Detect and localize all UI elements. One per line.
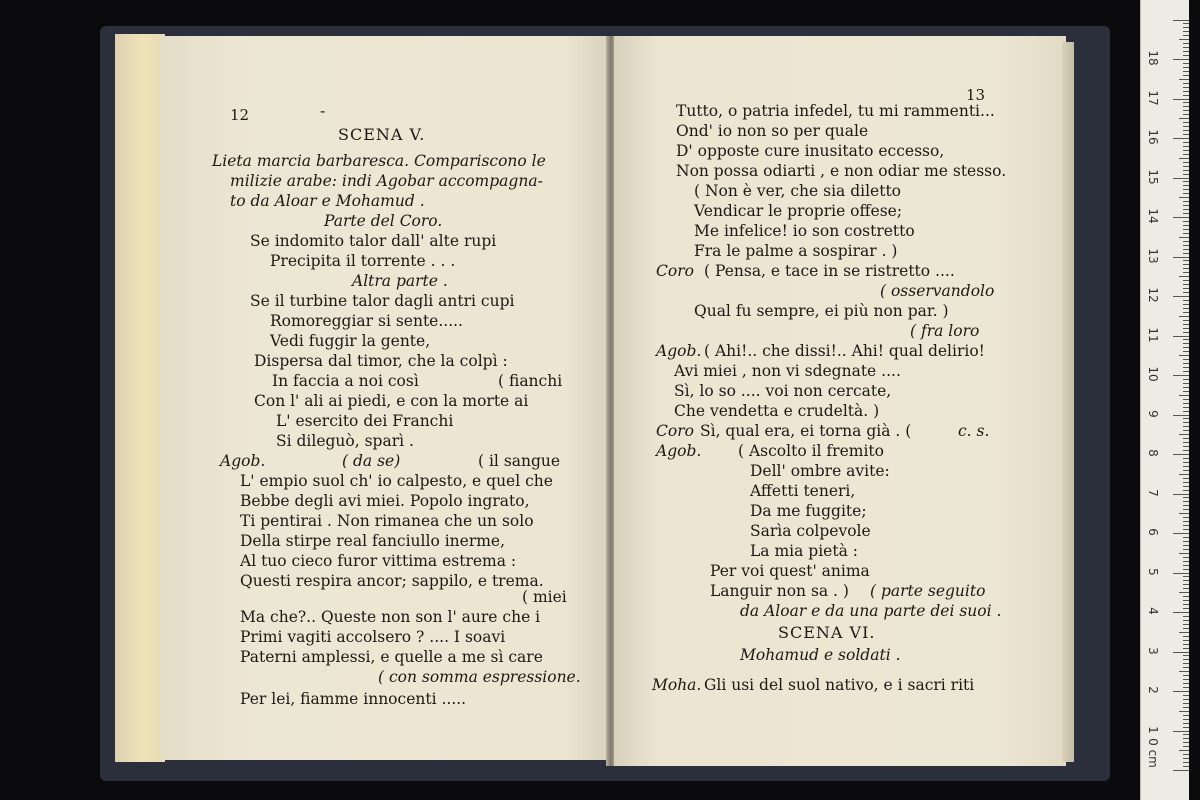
text-line: Da me fuggite; [750,502,867,520]
text-line: Avi miei , non vi sdegnate .... [674,362,901,380]
ruler-tick [1183,462,1189,463]
ruler-tick [1183,264,1189,265]
ruler-tick [1183,174,1189,175]
ruler-tick [1183,245,1189,246]
ruler-tick [1183,442,1189,443]
ruler-tick [1179,553,1189,554]
ruler-tick [1183,130,1189,131]
ruler-tick [1179,750,1189,751]
ruler-tick [1183,162,1189,163]
ruler-tick [1179,316,1189,317]
ruler-tick [1179,474,1189,475]
ruler-tick [1183,604,1189,605]
ruler-tick [1183,225,1189,226]
ruler-tick [1183,707,1189,708]
ruler-tick [1183,766,1189,767]
text-line: Della stirpe real fanciullo inerme, [240,532,506,550]
ruler-tick [1183,268,1189,269]
ruler-tick [1183,521,1189,522]
ruler-tick [1173,375,1189,376]
text-line: Ma che?.. Queste non son l' aure che i [240,608,541,626]
ruler-tick [1183,280,1189,281]
ruler-tick [1183,699,1189,700]
stage-direction: ( fra loro [910,322,980,340]
ruler-tick [1183,430,1189,431]
ruler-tick [1179,197,1189,198]
text-line: Se il turbine talor dagli antri cupi [250,292,515,310]
ruler-tick [1183,91,1189,92]
ruler-tick [1179,592,1189,593]
ruler-label: 14 [1146,208,1160,224]
ruler-tick [1183,687,1189,688]
ruler-tick [1183,272,1189,273]
ruler-tick [1183,63,1189,64]
ruler-tick [1183,193,1189,194]
ruler-tick [1183,284,1189,285]
ruler-tick [1183,754,1189,755]
ruler-tick [1183,75,1189,76]
ruler-tick [1183,600,1189,601]
left-page [160,36,608,760]
ruler-tick [1183,260,1189,261]
ruler-tick [1173,178,1189,179]
ruler-tick [1183,229,1189,230]
speaker-label: Coro [656,422,694,440]
ruler-tick [1183,142,1189,143]
text-line: ( il sangue [478,452,561,470]
ruler-tick [1183,537,1189,538]
ruler-tick [1179,237,1189,238]
ruler-tick [1183,695,1189,696]
measurement-ruler [1140,0,1189,800]
ruler-tick [1183,185,1189,186]
ruler-tick [1183,438,1189,439]
ruler-label: 4 [1146,607,1160,615]
ruler-tick [1183,742,1189,743]
ruler-tick [1183,497,1189,498]
scene-title: SCENA VI. [778,623,876,642]
ruler-tick [1183,738,1189,739]
ruler-tick [1183,150,1189,151]
header-dash: - [320,102,326,120]
ruler-tick [1183,628,1189,629]
ruler-tick [1179,434,1189,435]
ruler-label: 6 [1146,528,1160,536]
ruler-tick [1183,723,1189,724]
text-line: Per lei, fiamme innocenti ..... [240,690,467,708]
ruler-tick [1183,584,1189,585]
ruler-tick [1183,35,1189,36]
ruler-tick [1183,501,1189,502]
ruler-tick [1173,296,1189,297]
ruler-tick [1183,541,1189,542]
speaker-label: Agob. [220,452,266,470]
ruler-tick [1183,110,1189,111]
ruler-tick [1183,95,1189,96]
ruler-tick [1183,181,1189,182]
ruler-tick [1183,320,1189,321]
text-line: L' empio suol ch' io calpesto, e quel che [240,472,553,490]
ruler-tick [1183,300,1189,301]
stage-direction: Altra parte . [352,272,448,290]
ruler-label: 12 [1146,287,1160,303]
ruler-tick [1183,221,1189,222]
ruler-tick [1183,616,1189,617]
speaker-label: Coro [656,262,694,280]
ruler-tick [1173,691,1189,692]
page-edges-left [115,34,165,762]
ruler-label: 18 [1146,50,1160,66]
ruler-tick [1183,367,1189,368]
text-line: Lieta marcia barbaresca. Compariscono le [212,152,546,170]
ruler-tick [1183,505,1189,506]
ruler-tick [1179,158,1189,159]
page-number-left: 12 [230,106,250,124]
ruler-tick [1183,106,1189,107]
ruler-tick [1183,569,1189,570]
ruler-tick [1173,336,1189,337]
ruler-label: 13 [1146,247,1160,264]
text-line: La mia pietà : [750,542,858,560]
stage-direction: da Aloar e da una parte dei suoi . [740,602,1002,620]
text-line: Dispersa dal timor, che la colpì : [254,352,508,370]
text-line: D' opposte cure inusitato eccesso, [676,142,945,160]
text-line: Dell' ombre avite: [750,462,890,480]
ruler-tick [1183,146,1189,147]
ruler-tick [1179,118,1189,119]
ruler-tick [1183,67,1189,68]
stage-direction: ( parte seguito [870,582,986,600]
text-line: Sarìa colpevole [750,522,871,540]
ruler-tick [1183,43,1189,44]
ruler-label: 7 [1146,488,1160,497]
ruler-tick [1183,403,1189,404]
ruler-tick [1183,762,1189,763]
ruler-tick [1183,170,1189,171]
text-line: Fra le palme a sospirar . ) [694,242,898,260]
text-line: ( Pensa, e tace in se ristretto .... [704,262,955,280]
ruler-tick [1183,580,1189,581]
text-line: Se indomito talor dall' alte rupi [250,232,497,250]
ruler-tick [1183,411,1189,412]
ruler-tick [1183,47,1189,48]
page-edges-right [1062,42,1074,762]
text-line: ( Ascolto il fremito [738,442,884,460]
ruler-tick [1179,355,1189,356]
ruler-tick [1183,588,1189,589]
text-line: Sì, qual era, ei torna già . ( [700,422,912,440]
ruler-tick [1183,126,1189,127]
ruler-tick [1183,27,1189,28]
ruler-label: 17 [1146,89,1160,106]
ruler-tick [1183,418,1189,419]
ruler-tick [1183,332,1189,333]
ruler-tick [1183,659,1189,660]
text-line: Per voi quest' anima [710,562,870,580]
text-line: In faccia a noi così [272,372,419,390]
ruler-tick [1183,667,1189,668]
ruler-tick [1183,371,1189,372]
ruler-tick [1173,415,1189,416]
ruler-tick [1183,71,1189,72]
ruler-tick [1183,529,1189,530]
ruler-tick [1183,347,1189,348]
ruler-tick [1183,482,1189,483]
ruler-tick [1183,458,1189,459]
ruler-tick [1183,426,1189,427]
ruler-tick [1183,399,1189,400]
ruler-tick [1179,395,1189,396]
text-line: Bebbe degli avi miei. Popolo ingrato, [240,492,530,510]
ruler-label: 10 [1146,366,1160,382]
ruler-tick [1183,241,1189,242]
ruler-tick [1173,257,1189,258]
ruler-tick [1183,31,1189,32]
ruler-tick [1183,363,1189,364]
ruler-tick [1183,525,1189,526]
ruler-tick [1183,55,1189,56]
ruler-label: 9 [1146,409,1160,418]
text-line: Gli usi del suol nativo, e i sacri riti [704,676,975,694]
ruler-label: 5 [1146,567,1160,576]
ruler-tick [1183,679,1189,680]
text-line: Si dileguò, sparì . [276,432,414,450]
ruler-tick [1183,205,1189,206]
ruler-tick [1183,134,1189,135]
text-line: Me infelice! io son costretto [694,222,915,240]
ruler-tick [1183,154,1189,155]
text-line: ( Non è ver, che sia diletto [694,182,902,200]
ruler-tick [1183,608,1189,609]
text-line: Paterni amplessi, e quelle a me sì care [240,648,543,666]
ruler-tick [1183,746,1189,747]
ruler-tick [1183,734,1189,735]
ruler-tick [1183,663,1189,664]
ruler-tick [1179,276,1189,277]
ruler-tick [1183,213,1189,214]
ruler-tick [1183,328,1189,329]
ruler-tick [1183,490,1189,491]
ruler-tick [1183,596,1189,597]
text-line: Romoreggiar si sente..... [270,312,463,330]
text-line: to da Aloar e Mohamud . [230,192,425,210]
text-line: Ond' io non so per quale [676,122,869,140]
ruler-tick [1183,636,1189,637]
ruler-tick [1173,612,1189,613]
ruler-tick [1183,249,1189,250]
ruler-label: 8 [1146,449,1160,457]
ruler-tick [1183,324,1189,325]
ruler-tick [1173,20,1189,21]
stage-direction: ( da se) [342,452,401,470]
ruler-tick [1183,565,1189,566]
ruler-tick [1173,99,1189,100]
ruler-tick [1173,770,1189,771]
ruler-label: 3 [1146,646,1160,655]
text-line: Al tuo cieco furor vittima estrema : [240,552,517,570]
ruler-tick [1183,486,1189,487]
ruler-tick [1183,450,1189,451]
ruler-label: 15 [1146,168,1160,185]
ruler-tick [1183,648,1189,649]
ruler-tick [1183,407,1189,408]
text-line: Vendicar le proprie offese; [694,202,903,220]
text-line: Con l' ali ai piedi, e con la morte ai [254,392,529,410]
ruler-tick [1173,652,1189,653]
stage-direction: ( con somma espressione. [378,668,581,686]
ruler-tick [1183,83,1189,84]
ruler-tick [1183,51,1189,52]
ruler-tick [1183,561,1189,562]
ruler-tick [1183,517,1189,518]
ruler-tick [1183,383,1189,384]
ruler-tick [1183,640,1189,641]
text-line: ( miei [522,588,567,606]
stage-direction: ( osservandolo [880,282,995,300]
scene-title: SCENA V. [338,125,426,144]
ruler-tick [1173,494,1189,495]
ruler-tick [1179,671,1189,672]
ruler-tick [1173,533,1189,534]
ruler-tick [1183,166,1189,167]
ruler-tick [1183,422,1189,423]
speaker-label: Agob. [656,442,702,460]
ruler-label: 16 [1146,129,1160,145]
ruler-tick [1183,620,1189,621]
text-line: Languir non sa . ) [710,582,849,600]
ruler-tick [1183,675,1189,676]
ruler-tick [1183,715,1189,716]
ruler-tick [1179,632,1189,633]
ruler-tick [1183,470,1189,471]
ruler-tick [1183,683,1189,684]
ruler-tick [1183,549,1189,550]
ruler-tick [1183,509,1189,510]
ruler-tick [1179,513,1189,514]
text-line: Che vendetta e crudeltà. ) [674,402,880,420]
stage-direction: c. s. [958,422,990,440]
ruler-tick [1183,624,1189,625]
speaker-label: Moha. [652,676,702,694]
text-line: Vedi fuggir la gente, [270,332,431,350]
ruler-tick [1183,576,1189,577]
ruler-tick [1179,711,1189,712]
ruler-tick [1183,379,1189,380]
right-page [614,36,1066,766]
ruler-tick [1183,339,1189,340]
ruler-tick [1183,478,1189,479]
ruler-tick [1183,758,1189,759]
ruler-tick [1183,114,1189,115]
page-number-right: 13 [966,86,986,104]
ruler-tick [1183,23,1189,24]
text-line: Ti pentirai . Non rimanea che un solo [240,512,534,530]
ruler-tick [1183,727,1189,728]
text-line: L' esercito dei Franchi [276,412,454,430]
ruler-tick [1183,233,1189,234]
ruler-tick [1183,292,1189,293]
text-line: Tutto, o patria infedel, tu mi rammenti... [676,102,995,120]
ruler-tick [1173,573,1189,574]
ruler-label: 0 cm [1146,738,1160,768]
ruler-tick [1183,391,1189,392]
ruler-tick [1183,703,1189,704]
ruler-label: 11 [1146,326,1160,343]
text-line: Questi respira ancor; sappilo, e trema. [240,572,544,590]
ruler-tick [1183,312,1189,313]
stage-direction: Parte del Coro. [324,212,443,230]
ruler-label: 1 [1146,725,1160,734]
ruler-tick [1183,644,1189,645]
ruler-tick [1183,359,1189,360]
ruler-tick [1173,454,1189,455]
text-line: Qual fu sempre, ei più non par. ) [694,302,949,320]
ruler-tick [1183,655,1189,656]
text-line: Sì, lo so .... voi non cercate, [674,382,892,400]
ruler-tick [1183,288,1189,289]
ruler-tick [1173,138,1189,139]
ruler-tick [1183,304,1189,305]
ruler-tick [1183,545,1189,546]
ruler-tick [1183,189,1189,190]
ruler-tick [1179,39,1189,40]
text-line: ( Ahi!.. che dissi!.. Ahi! qual delirio! [704,342,985,360]
ruler-tick [1183,87,1189,88]
ruler-tick [1183,201,1189,202]
ruler-tick [1183,446,1189,447]
ruler-tick [1183,343,1189,344]
text-line: milizie arabe: indi Agobar accompagna- [230,172,543,190]
ruler-tick [1183,387,1189,388]
ruler-tick [1173,217,1189,218]
ruler-tick [1183,351,1189,352]
text-line: ( fianchi [498,372,563,390]
ruler-tick [1183,466,1189,467]
ruler-label: 2 [1146,686,1160,694]
speaker-label: Agob. [656,342,702,360]
ruler-tick [1179,79,1189,80]
ruler-tick [1183,122,1189,123]
ruler-tick [1183,209,1189,210]
text-line: Non possa odiarti , e non odiar me stesso. [676,162,1007,180]
ruler-tick [1183,308,1189,309]
text-line: Affetti teneri, [750,482,856,500]
ruler-tick [1173,59,1189,60]
ruler-tick [1183,253,1189,254]
stage-direction: Mohamud e soldati . [740,646,901,664]
text-line: Primi vagiti accolsero ? .... I soavi [240,628,506,646]
ruler-tick [1183,102,1189,103]
ruler-tick [1183,557,1189,558]
ruler-tick [1173,731,1189,732]
ruler-tick [1183,719,1189,720]
text-line: Precipita il torrente . . . [270,252,456,270]
